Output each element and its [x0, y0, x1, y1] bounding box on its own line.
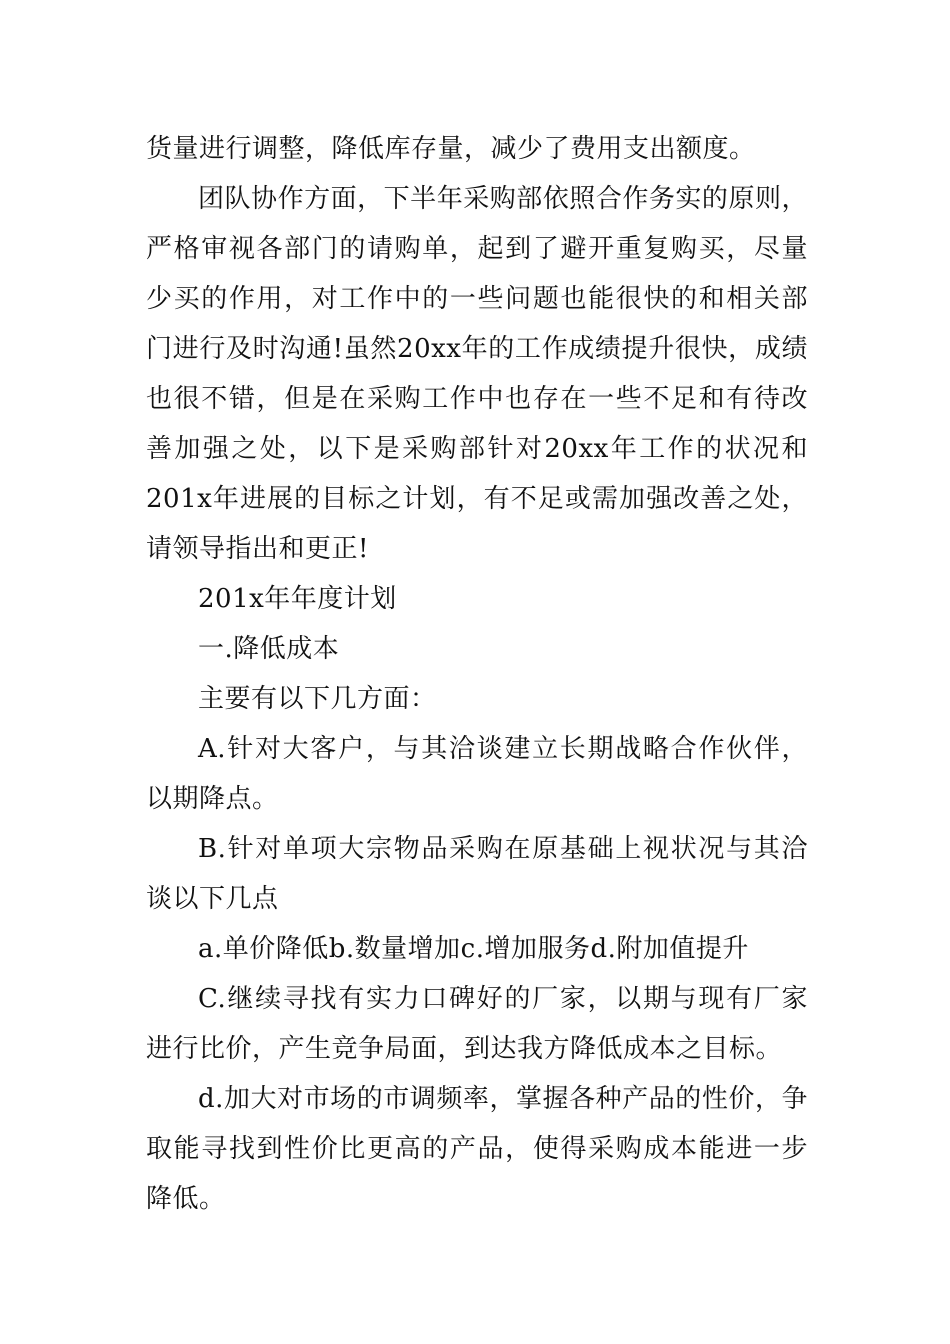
list-item-b: B.针对单项大宗物品采购在原基础上视状况与其洽谈以下几点 — [146, 834, 808, 914]
list-item-c: C.继续寻找有实力口碑好的厂家，以期与现有厂家进行比价，产生竞争局面，到达我方降低成本之目标。 — [146, 984, 808, 1064]
paragraph-intro-aspects: 主要有以下几方面： — [198, 684, 437, 714]
list-item-d: d.加大对市场的市调频率，掌握各种产品的性价，争取能寻找到性价比更高的产品，使得采购成本能进一步降低。 — [146, 1084, 808, 1214]
document-body — [146, 124, 808, 1224]
section-title-annual-plan: 201x年年度计划 — [198, 584, 397, 614]
paragraph-team-cooperation: 团队协作方面，下半年采购部依照合作务实的原则，严格审视各部门的请购单，起到了避开重复购买，尽量少买的作用，对工作中的一些问题也能很快的和相关部门进行及时沟通!虽然20xx年的工作成绩提升很快，成绩也很不错，但是在采购工作中也存在一些不足和有待改善加强之处，以下是采购部针对20xx年工作的状况和201x年进展的目标之计划，有不足或需加强改善之处，请领导指出和更正! — [146, 184, 808, 564]
list-item-sub-points: a.单价降低b.数量增加c.增加服务d.附加值提升 — [198, 934, 749, 964]
paragraph-continuation: 货量进行调整，降低库存量，减少了费用支出额度。 — [146, 134, 756, 164]
list-item-a: A.针对大客户，与其洽谈建立长期战略合作伙伴，以期降点。 — [146, 734, 808, 814]
heading-reduce-cost: 一.降低成本 — [198, 634, 340, 664]
